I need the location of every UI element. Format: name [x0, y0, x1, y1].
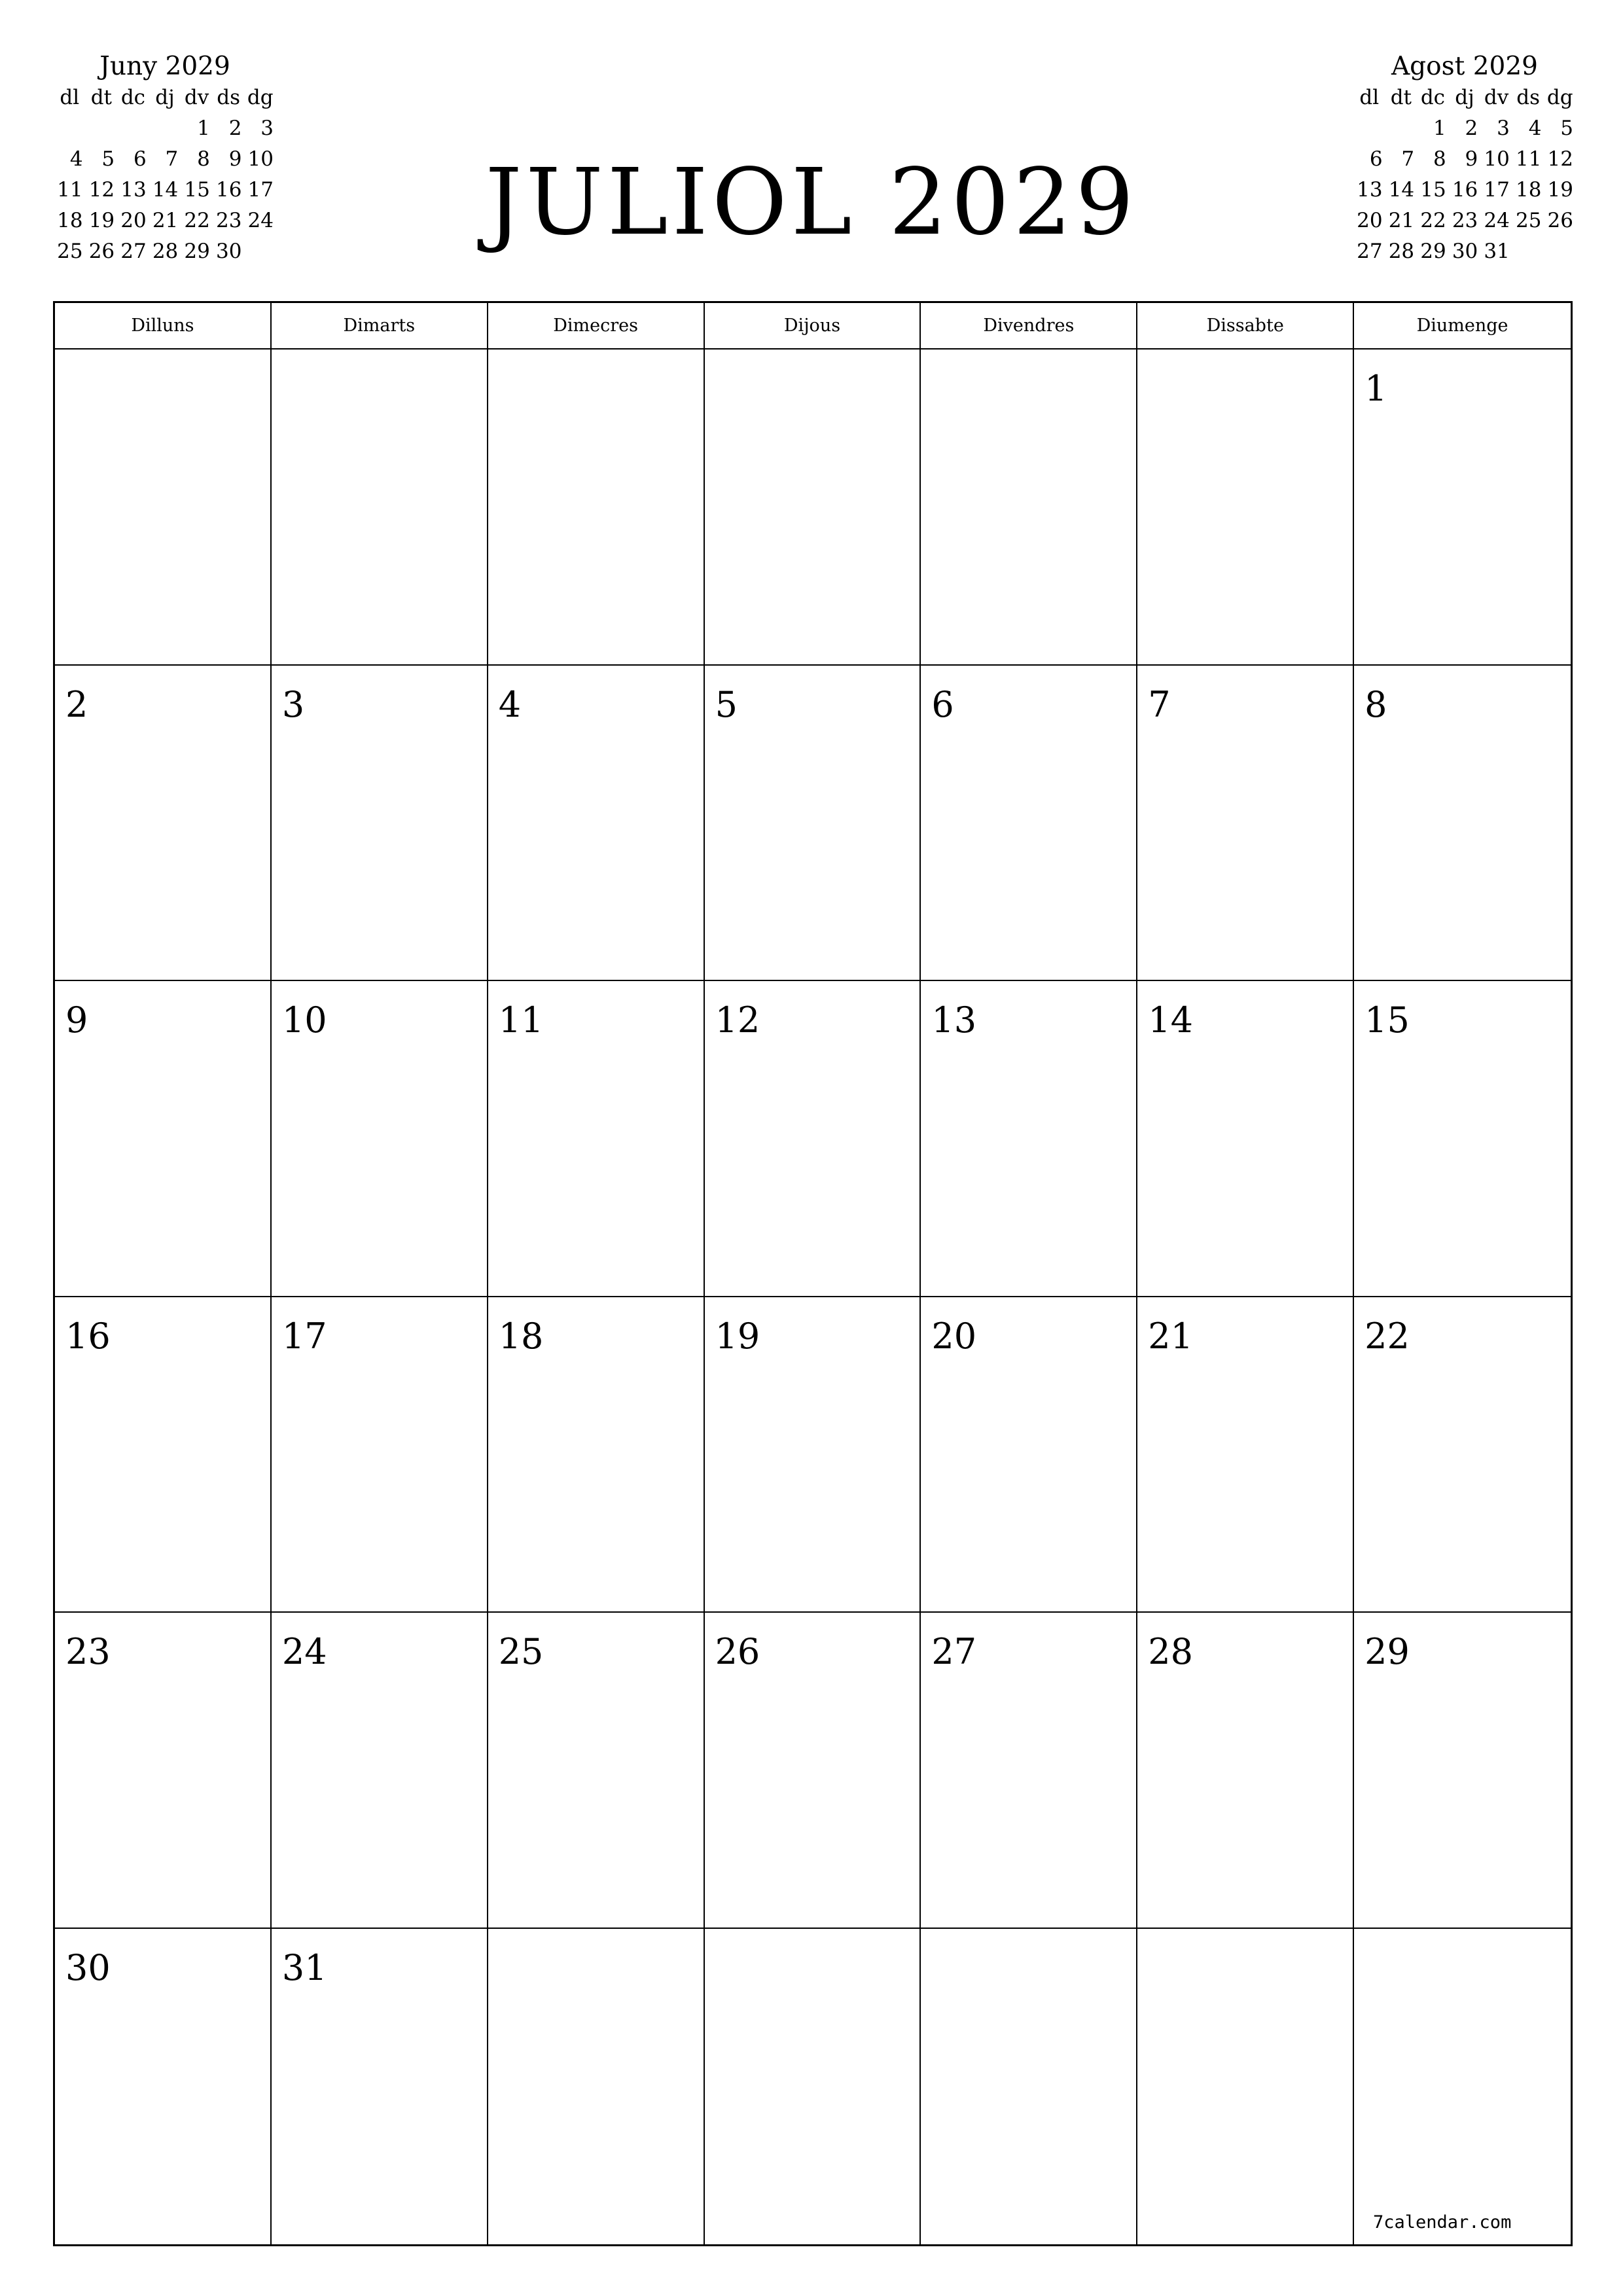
mini-day	[86, 113, 118, 144]
mini-day: 27	[120, 240, 147, 263]
mini-day	[1385, 113, 1418, 144]
day-cell[interactable]	[55, 666, 272, 982]
day-number: 14	[1148, 999, 1193, 1041]
day-number: 10	[281, 999, 327, 1041]
day-cell[interactable]	[55, 1297, 272, 1613]
mini-day: 9	[1465, 147, 1478, 171]
mini-day: 24	[1484, 209, 1510, 232]
day-cell[interactable]	[1137, 981, 1354, 1297]
mini-weekday-label: dv	[1484, 86, 1509, 109]
day-cell[interactable]	[1137, 1613, 1354, 1929]
day-number: 31	[281, 1946, 327, 1988]
day-number: 30	[65, 1946, 111, 1988]
mini-day: 15	[1420, 178, 1446, 202]
mini-day: 25	[57, 240, 83, 263]
mini-weekday-label: dl	[60, 86, 80, 109]
mini-day: 28	[1388, 240, 1415, 263]
mini-day: 17	[1484, 178, 1510, 202]
month-grid	[53, 301, 1573, 2246]
mini-day: 5	[101, 147, 115, 171]
day-number: 6	[931, 683, 954, 725]
day-cell[interactable]	[55, 981, 272, 1297]
day-cell[interactable]	[921, 350, 1137, 666]
day-number: 19	[715, 1315, 760, 1357]
day-cell[interactable]	[1354, 666, 1571, 982]
mini-day: 12	[88, 178, 115, 202]
day-number: 23	[65, 1631, 111, 1672]
day-number: 15	[1364, 999, 1410, 1041]
day-cell[interactable]	[705, 666, 921, 982]
mini-day: 10	[1484, 147, 1510, 171]
mini-day: 2	[1465, 117, 1478, 140]
mini-day: 1	[197, 117, 210, 140]
weekday-header: Dimecres	[488, 303, 705, 350]
day-number: 17	[281, 1315, 327, 1357]
page-title: JULIOL 2029	[485, 149, 1138, 256]
mini-day: 24	[247, 209, 274, 232]
day-cell[interactable]	[55, 1613, 272, 1929]
mini-day: 1	[1433, 117, 1446, 140]
weekday-header: Diumenge	[1354, 303, 1571, 350]
day-cell[interactable]	[272, 1929, 488, 2245]
day-cell[interactable]	[921, 666, 1137, 982]
mini-weekday-label: dl	[1359, 86, 1380, 109]
day-number: 3	[281, 683, 305, 725]
day-cell[interactable]	[272, 666, 488, 982]
day-cell[interactable]	[488, 1613, 705, 1929]
day-number: 26	[715, 1631, 760, 1672]
day-number: 21	[1148, 1315, 1193, 1357]
day-cell[interactable]	[921, 1297, 1137, 1613]
day-cell[interactable]	[1354, 981, 1571, 1297]
mini-weekday-label: dg	[1546, 86, 1573, 109]
day-cell[interactable]	[705, 350, 921, 666]
mini-day: 26	[88, 240, 115, 263]
day-number: 16	[65, 1315, 111, 1357]
mini-day: 23	[215, 209, 242, 232]
day-cell[interactable]	[272, 1297, 488, 1613]
weekday-header: Dissabte	[1137, 303, 1354, 350]
mini-day: 16	[1452, 178, 1478, 202]
mini-day: 13	[1357, 178, 1383, 202]
mini-day: 29	[184, 240, 210, 263]
mini-day: 17	[247, 178, 274, 202]
day-cell[interactable]	[488, 350, 705, 666]
mini-weekday-header	[1353, 82, 1576, 113]
day-cell[interactable]	[272, 1613, 488, 1929]
mini-day: 20	[1357, 209, 1383, 232]
day-number: 8	[1364, 683, 1387, 725]
day-cell[interactable]	[1137, 350, 1354, 666]
mini-day: 27	[1357, 240, 1383, 263]
mini-day: 5	[1560, 117, 1573, 140]
day-number: 27	[931, 1631, 977, 1672]
day-cell[interactable]	[921, 1613, 1137, 1929]
day-cell[interactable]	[1137, 1929, 1354, 2245]
mini-day: 23	[1452, 209, 1478, 232]
day-cell[interactable]	[55, 1929, 272, 2245]
mini-day: 12	[1547, 147, 1573, 171]
mini-weekday-label: ds	[1516, 86, 1541, 109]
day-cell[interactable]	[488, 666, 705, 982]
day-number: 20	[931, 1315, 977, 1357]
day-cell[interactable]	[1354, 1613, 1571, 1929]
mini-day: 18	[57, 209, 83, 232]
day-cell[interactable]	[1354, 350, 1571, 666]
mini-weekday-label: dt	[90, 86, 112, 109]
mini-day: 3	[1497, 117, 1510, 140]
day-cell[interactable]	[1354, 1297, 1571, 1613]
mini-day: 25	[1515, 209, 1542, 232]
mini-day	[1512, 236, 1544, 267]
mini-day: 19	[1547, 178, 1573, 202]
weekday-header: Divendres	[921, 303, 1137, 350]
mini-day: 8	[1433, 147, 1446, 171]
mini-day: 21	[1388, 209, 1415, 232]
day-number: 2	[65, 683, 88, 725]
day-cell[interactable]	[1137, 666, 1354, 982]
mini-day: 14	[152, 178, 179, 202]
mini-weekday-label: dt	[1390, 86, 1412, 109]
day-cell[interactable]	[55, 350, 272, 666]
mini-day: 14	[1388, 178, 1415, 202]
day-number: 9	[65, 999, 88, 1041]
footer-credit: 7calendar.com	[1373, 2212, 1512, 2233]
mini-weekday-label: dv	[184, 86, 209, 109]
mini-weekday-label: ds	[217, 86, 241, 109]
day-number: 1	[1364, 368, 1387, 409]
mini-day	[149, 113, 181, 144]
mini-weekday-label: dj	[155, 86, 175, 109]
day-number: 24	[281, 1631, 327, 1672]
day-number: 22	[1364, 1315, 1410, 1357]
mini-day: 2	[228, 117, 242, 140]
mini-day: 10	[247, 147, 274, 171]
mini-day: 22	[1420, 209, 1446, 232]
weekday-header: Dijous	[705, 303, 921, 350]
mini-weekday-label: dc	[1420, 86, 1446, 109]
day-cell[interactable]	[705, 1297, 921, 1613]
weekday-header: Dimarts	[272, 303, 488, 350]
day-cell[interactable]	[705, 1929, 921, 2245]
mini-weekday-label: dg	[247, 86, 274, 109]
mini-day: 4	[1528, 117, 1542, 140]
mini-calendar-next-month	[1353, 51, 1576, 267]
mini-day: 19	[88, 209, 115, 232]
mini-day: 30	[215, 240, 242, 263]
mini-day: 11	[1515, 147, 1542, 171]
mini-days-grid	[1353, 113, 1576, 267]
mini-day: 6	[1369, 147, 1383, 171]
day-cell[interactable]	[488, 1297, 705, 1613]
mini-day: 16	[215, 178, 242, 202]
day-cell[interactable]	[921, 981, 1137, 1297]
mini-day	[54, 113, 86, 144]
mini-day: 18	[1515, 178, 1542, 202]
mini-day: 22	[184, 209, 210, 232]
mini-day: 20	[120, 209, 147, 232]
day-number: 7	[1148, 683, 1171, 725]
weekday-header: Dilluns	[55, 303, 272, 350]
mini-day: 28	[152, 240, 179, 263]
day-number: 13	[931, 999, 977, 1041]
day-number: 12	[715, 999, 760, 1041]
day-cell[interactable]	[272, 350, 488, 666]
mini-day	[117, 113, 149, 144]
mini-calendar-title: Agost 2029	[1391, 52, 1538, 81]
day-number: 25	[498, 1631, 544, 1672]
mini-day: 4	[69, 147, 83, 171]
mini-day: 9	[228, 147, 242, 171]
mini-day: 31	[1484, 240, 1510, 263]
mini-day	[1353, 113, 1385, 144]
mini-weekday-label: dj	[1455, 86, 1474, 109]
day-number: 28	[1148, 1631, 1193, 1672]
day-number: 5	[715, 683, 738, 725]
mini-day: 15	[184, 178, 210, 202]
mini-weekday-label: dc	[120, 86, 146, 109]
mini-calendar-title: Juny 2029	[99, 52, 230, 81]
day-cell[interactable]	[272, 981, 488, 1297]
mini-day: 13	[120, 178, 147, 202]
day-number: 11	[498, 999, 544, 1041]
day-cell[interactable]	[705, 981, 921, 1297]
mini-day: 6	[133, 147, 147, 171]
day-cell[interactable]	[1354, 1929, 1571, 2245]
day-number: 18	[498, 1315, 544, 1357]
day-cell[interactable]	[921, 1929, 1137, 2245]
mini-day: 21	[152, 209, 179, 232]
mini-day: 3	[260, 117, 274, 140]
day-cell[interactable]	[488, 981, 705, 1297]
mini-day: 8	[197, 147, 210, 171]
mini-day: 7	[1401, 147, 1415, 171]
mini-day: 7	[165, 147, 179, 171]
day-number: 4	[498, 683, 522, 725]
day-number: 29	[1364, 1631, 1410, 1672]
mini-day: 29	[1420, 240, 1446, 263]
day-cell[interactable]	[705, 1613, 921, 1929]
day-cell[interactable]	[1137, 1297, 1354, 1613]
mini-weekday-header	[54, 82, 276, 113]
day-cell[interactable]	[488, 1929, 705, 2245]
mini-day: 30	[1452, 240, 1478, 263]
mini-day	[1544, 236, 1576, 267]
mini-day: 11	[57, 178, 83, 202]
mini-day: 26	[1547, 209, 1573, 232]
